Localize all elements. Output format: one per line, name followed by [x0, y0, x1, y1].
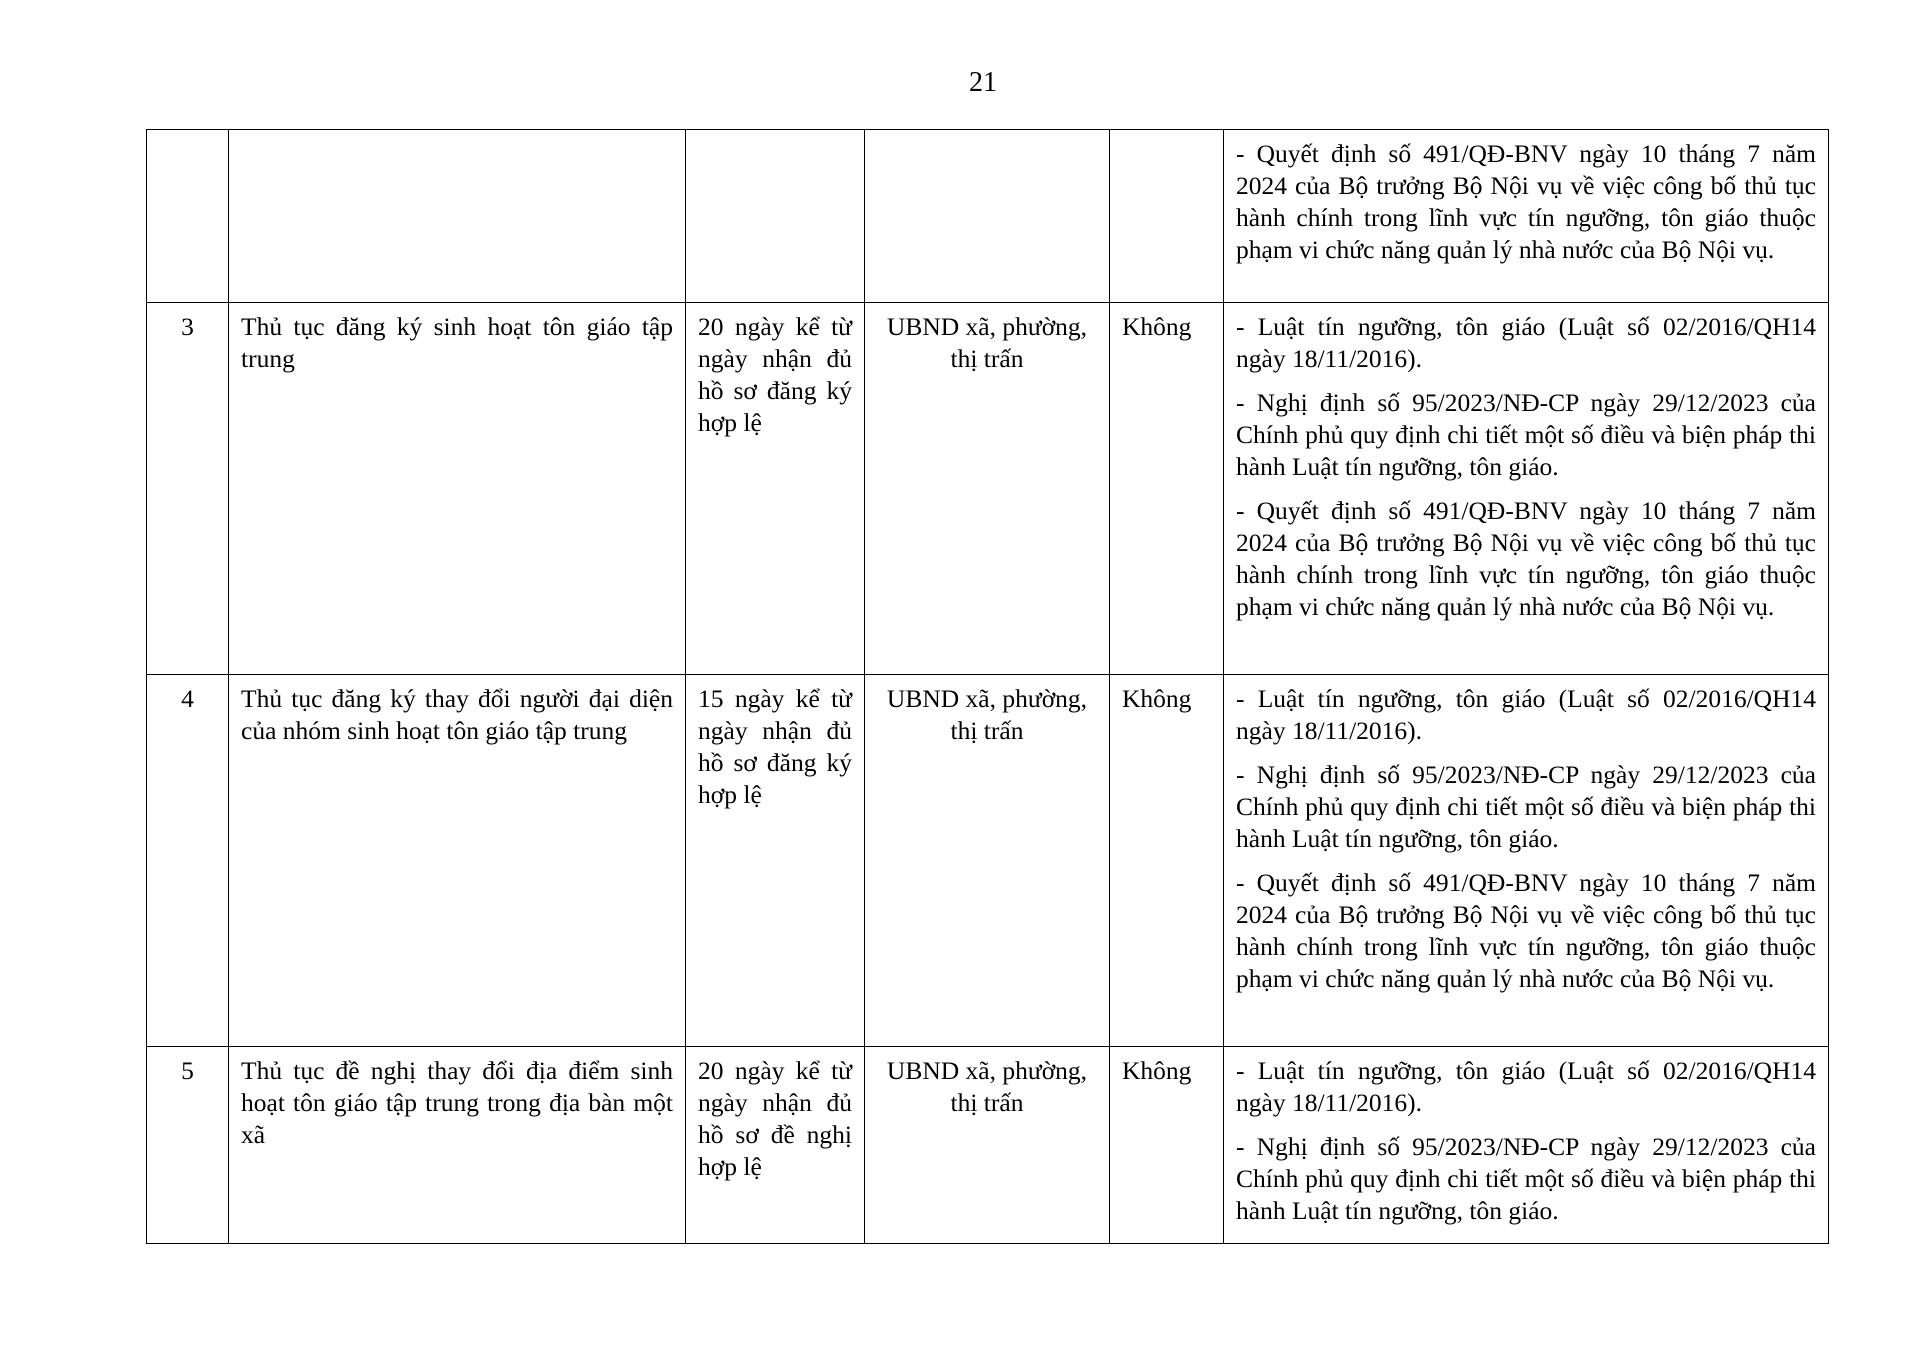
table-row — [147, 303, 1829, 675]
row-number-cell: 5 — [147, 1047, 229, 1244]
legal-basis-cell — [1224, 130, 1829, 303]
fee-cell: Không — [1110, 303, 1224, 675]
agency-cell: UBND xã, phường, thị trấn — [865, 1047, 1110, 1244]
agency-cell — [865, 130, 1110, 303]
legal-basis-item: - Luật tín ngưỡng, tôn giáo (Luật số 02/2016/QH14 ngày 18/11/2016). — [1236, 1056, 1816, 1117]
procedure-name-cell: Thủ tục đề nghị thay đổi địa điểm sinh hoạt tôn giáo tập trung trong địa bàn một xã — [229, 1047, 686, 1244]
agency-cell: UBND xã, phường, thị trấn — [865, 303, 1110, 675]
fee-cell: Không — [1110, 1047, 1224, 1244]
processing-time-cell: 15 ngày kể từ ngày nhận đủ hồ sơ đăng ký hợp lệ — [686, 675, 865, 1047]
processing-time-cell: 20 ngày kể từ ngày nhận đủ hồ sơ đề nghị hợp lệ — [686, 1047, 865, 1244]
legal-basis-item: - Quyết định số 491/QĐ-BNV ngày 10 tháng 7 năm 2024 của Bộ trưởng Bộ Nội vụ về việc công bố thủ tục hành chính trong lĩnh vực tín ngưỡng, tôn giáo thuộc phạm vi chức năng quản lý nhà nước của Bộ Nội vụ. — [1236, 496, 1816, 621]
fee-cell — [1110, 130, 1224, 303]
page-number: 21 — [969, 67, 997, 98]
row-number-cell: 4 — [147, 675, 229, 1047]
fee-cell: Không — [1110, 675, 1224, 1047]
table-row — [147, 130, 1829, 303]
procedure-name-cell — [229, 130, 686, 303]
procedure-name-cell: Thủ tục đăng ký sinh hoạt tôn giáo tập trung — [229, 303, 686, 675]
processing-time-cell — [686, 130, 865, 303]
procedures-table — [146, 129, 1829, 1244]
table-row — [147, 1047, 1829, 1244]
legal-basis-item: - Luật tín ngưỡng, tôn giáo (Luật số 02/2016/QH14 ngày 18/11/2016). — [1236, 684, 1816, 745]
legal-basis-item: - Quyết định số 491/QĐ-BNV ngày 10 tháng 7 năm 2024 của Bộ trưởng Bộ Nội vụ về việc công bố thủ tục hành chính trong lĩnh vực tín ngưỡng, tôn giáo thuộc phạm vi chức năng quản lý nhà nước của Bộ Nội vụ. — [1236, 139, 1816, 264]
row-number-cell: 3 — [147, 303, 229, 675]
legal-basis-item: - Luật tín ngưỡng, tôn giáo (Luật số 02/2016/QH14 ngày 18/11/2016). — [1236, 312, 1816, 373]
agency-cell: UBND xã, phường, thị trấn — [865, 675, 1110, 1047]
processing-time-cell: 20 ngày kể từ ngày nhận đủ hồ sơ đăng ký hợp lệ — [686, 303, 865, 675]
legal-basis-cell — [1224, 1047, 1829, 1244]
legal-basis-item: - Quyết định số 491/QĐ-BNV ngày 10 tháng 7 năm 2024 của Bộ trưởng Bộ Nội vụ về việc công bố thủ tục hành chính trong lĩnh vực tín ngưỡng, tôn giáo thuộc phạm vi chức năng quản lý nhà nước của Bộ Nội vụ. — [1236, 868, 1816, 993]
legal-basis-item: - Nghị định số 95/2023/NĐ-CP ngày 29/12/2023 của Chính phủ quy định chi tiết một số điều và biện pháp thi hành Luật tín ngưỡng, tôn giáo. — [1236, 760, 1816, 853]
procedure-name-cell: Thủ tục đăng ký thay đổi người đại diện của nhóm sinh hoạt tôn giáo tập trung — [229, 675, 686, 1047]
legal-basis-cell — [1224, 675, 1829, 1047]
legal-basis-cell — [1224, 303, 1829, 675]
legal-basis-item: - Nghị định số 95/2023/NĐ-CP ngày 29/12/2023 của Chính phủ quy định chi tiết một số điều và biện pháp thi hành Luật tín ngưỡng, tôn giáo. — [1236, 388, 1816, 481]
legal-basis-item: - Nghị định số 95/2023/NĐ-CP ngày 29/12/2023 của Chính phủ quy định chi tiết một số điều và biện pháp thi hành Luật tín ngưỡng, tôn giáo. — [1236, 1132, 1816, 1225]
row-number-cell — [147, 130, 229, 303]
table-row — [147, 675, 1829, 1047]
